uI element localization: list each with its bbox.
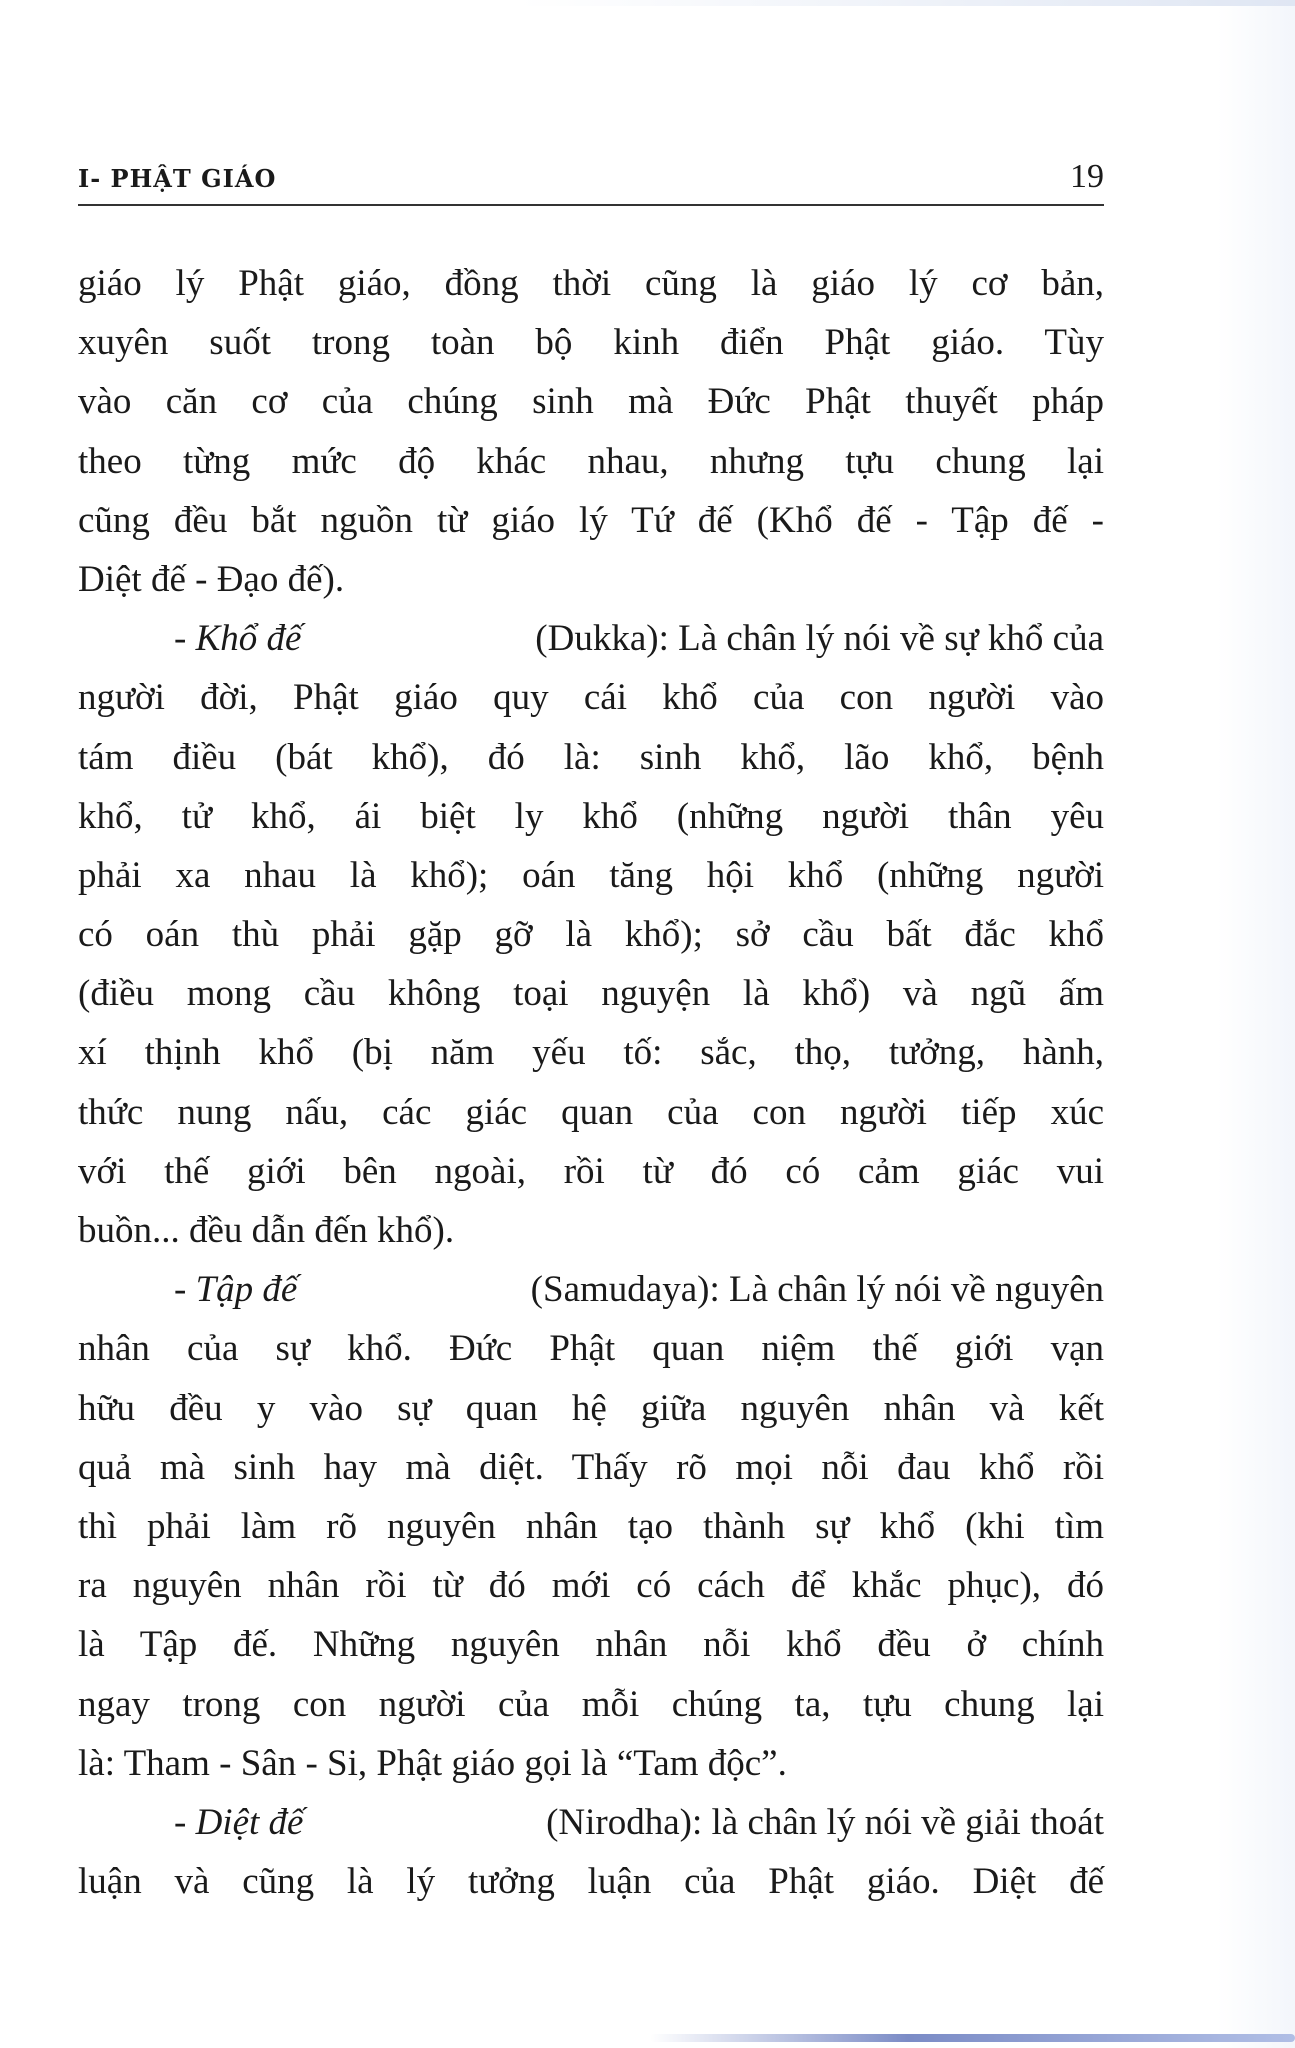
text-line: thức nung nấu, các giác quan của con người tiếp xúc (78, 1091, 1104, 1133)
item-text: (Dukka): Là chân lý nói về sự khổ của (535, 618, 1104, 660)
item-term: Diệt đế (195, 1801, 304, 1843)
text-line: là Tập đế. Những nguyên nhân nỗi khổ đều ở chính (78, 1624, 1104, 1666)
item-dash: - (174, 1269, 196, 1311)
text-line: thì phải làm rõ nguyên nhân tạo thành sự khổ (khi tìm (78, 1505, 1104, 1547)
scan-smudge (650, 2034, 1295, 2042)
running-title: I- PHẬT GIÁO (78, 164, 277, 193)
text-line: theo từng mức độ khác nhau, nhưng tựu chung lại (78, 440, 1104, 482)
text-line: ra nguyên nhân rồi từ đó mới có cách để khắc phục), đó (78, 1565, 1104, 1607)
text-line: có oán thù phải gặp gỡ là khổ); sở cầu bất đắc khổ (78, 914, 1104, 956)
item-text: (Samudaya): Là chân lý nói về nguyên (530, 1269, 1104, 1311)
text-line: cũng đều bắt nguồn từ giáo lý Tứ đế (Khổ đế - Tập đế - (78, 499, 1104, 541)
text-line: phải xa nhau là khổ); oán tăng hội khổ (những người (78, 854, 1104, 896)
text-line: giáo lý Phật giáo, đồng thời cũng là giáo lý cơ bản, (78, 263, 1104, 304)
item-term: Khổ đế (195, 618, 302, 660)
text-line: xí thịnh khổ (bị năm yếu tố: sắc, thọ, tưởng, hành, (78, 1032, 1104, 1074)
item-dash: - (174, 618, 196, 660)
text-line: buồn... đều dẫn đến khổ). (78, 1210, 455, 1251)
text-line: xuyên suốt trong toàn bộ kinh điển Phật giáo. Tùy (78, 322, 1104, 364)
text-line: tám điều (bát khổ), đó là: sinh khổ, lão khổ, bệnh (78, 736, 1104, 778)
text-line: vào căn cơ của chúng sinh mà Đức Phật thuyết pháp (78, 381, 1104, 423)
header-rule (78, 204, 1104, 206)
text-line: khổ, tử khổ, ái biệt ly khổ (những người thân yêu (78, 795, 1104, 837)
text-line: hữu đều y vào sự quan hệ giữa nguyên nhân và kết (78, 1387, 1104, 1429)
page-header (78, 158, 1104, 198)
text-line: luận và cũng là lý tưởng luận của Phật giáo. Diệt đế (78, 1861, 1104, 1903)
text-line: Diệt đế - Đạo đế). (78, 558, 345, 600)
scan-edge (0, 0, 1295, 6)
text-line: với thế giới bên ngoài, rồi từ đó có cảm giác vui (78, 1150, 1104, 1192)
page-number: 19 (1070, 158, 1104, 195)
text-line: nhân của sự khổ. Đức Phật quan niệm thế giới vạn (78, 1328, 1104, 1370)
item-heading-tap-de (78, 1260, 1104, 1319)
item-text: (Nirodha): là chân lý nói về giải thoát (546, 1801, 1104, 1843)
body-text (78, 254, 1104, 1911)
text-line: (điều mong cầu không toại nguyện là khổ) và ngũ ấm (78, 973, 1104, 1015)
item-dash: - (174, 1801, 196, 1843)
item-heading-kho-de (78, 609, 1104, 668)
item-heading-diet-de (78, 1793, 1104, 1852)
text-line: người đời, Phật giáo quy cái khổ của con người vào (78, 677, 1104, 719)
text-line: là: Tham - Sân - Si, Phật giáo gọi là “Tam độc”. (78, 1742, 787, 1784)
text-line: ngay trong con người của mỗi chúng ta, tựu chung lại (78, 1683, 1104, 1725)
text-line: quả mà sinh hay mà diệt. Thấy rõ mọi nỗi đau khổ rồi (78, 1446, 1104, 1488)
item-term: Tập đế (195, 1269, 298, 1311)
